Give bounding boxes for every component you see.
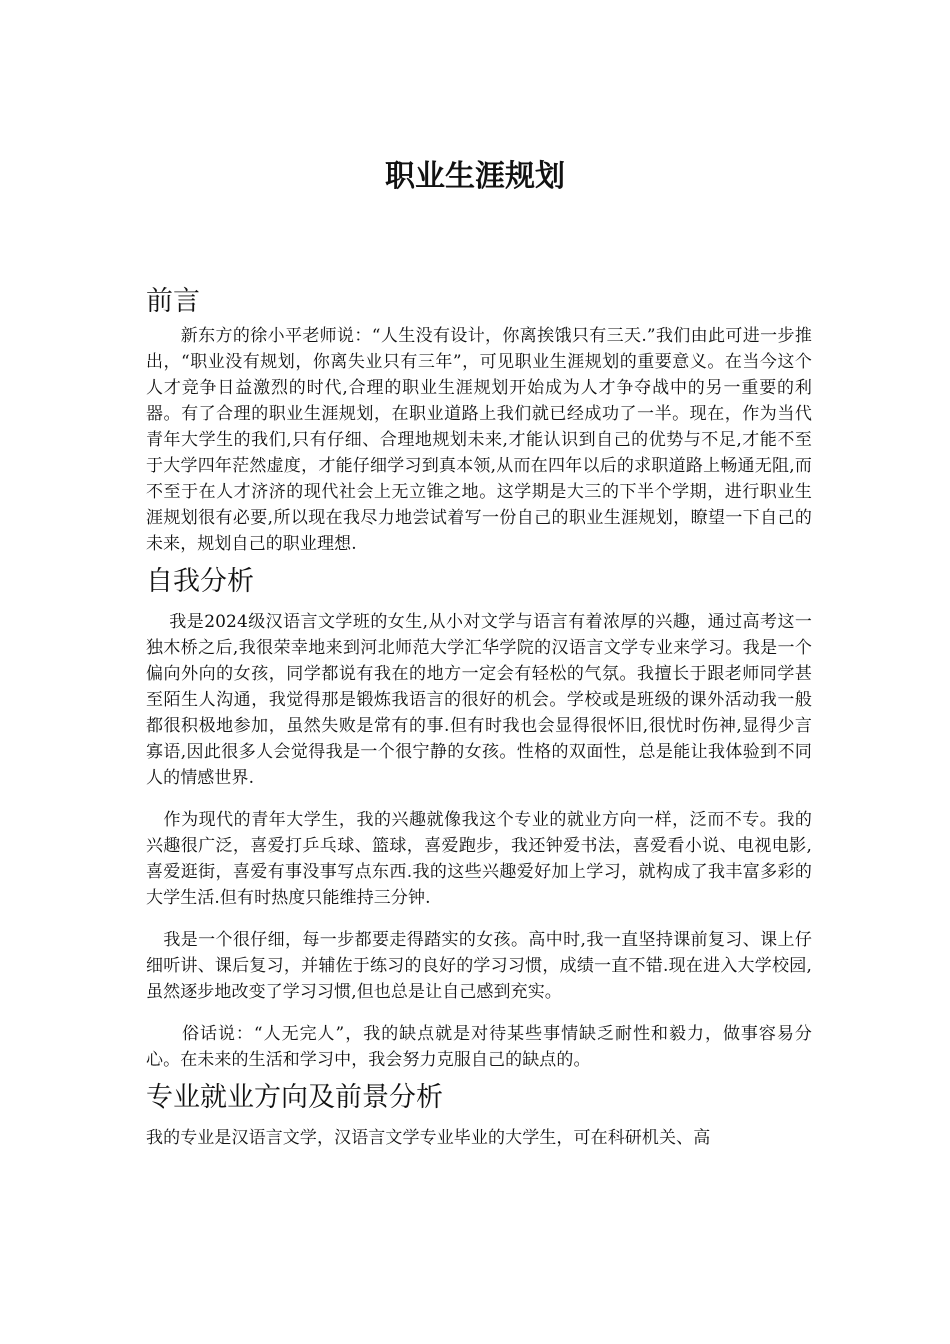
- spacer: [146, 791, 812, 807]
- document-body: [146, 283, 812, 1151]
- section-heading-career-outlook: 专业就业方向及前景分析: [146, 1082, 443, 1113]
- self-analysis-paragraph-2: 作为现代的青年大学生，我的兴趣就像我这个专业的就业方向一样，泛而不专。我的兴趣很广泛，喜爱打乒乓球、篮球，喜爱跑步，我还钟爱书法，喜爱看小说、电视电影,喜爱逛街，喜爱有事没事写点东西.我的这些兴趣爱好加上学习，就构成了我丰富多彩的大学生活.但有时热度只能维持三分钟.: [146, 810, 812, 908]
- career-outlook-paragraph: 我的专业是汉语言文学，汉语言文学专业毕业的大学生，可在科研机关、高: [146, 1128, 711, 1148]
- section-heading-self-analysis: 自我分析: [146, 566, 254, 597]
- section-heading-preface: 前言: [146, 286, 200, 317]
- self-analysis-paragraph-1: 我是2024级汉语言文学班的女生,从小对文学与语言有着浓厚的兴趣，通过高考这一独木桥之后,我很荣幸地来到河北师范大学汇华学院的汉语言文学专业来学习。我是一个偏向外向的女孩，同学都说有我在的地方一定会有轻松的气氛。我擅长于跟老师同学甚至陌生人沟通，我觉得那是锻炼我语言的很好的机会。学校或是班级的课外活动我一般都很积极地参加，虽然失败是常有的事.但有时我也会显得很怀旧,很忧时伤神,显得少言寡语,因此很多人会觉得我是一个很宁静的女孩。性格的双面性，总是能让我体验到不同人的情感世界.: [146, 612, 812, 788]
- spacer: [146, 911, 812, 927]
- preface-paragraph: 新东方的徐小平老师说：“人生没有设计，你离挨饿只有三天.”我们由此可进一步推出，“职业没有规划，你离失业只有三年”，可见职业生涯规划的重要意义。在当今这个人才竞争日益激烈的时代,合理的职业生涯规划开始成为人才争夺战中的另一重要的利器。有了合理的职业生涯规划，在职业道路上我们就已经成功了一半。现在，作为当代青年大学生的我们,只有仔细、合理地规划未来,才能认识到自己的优势与不足,才能不至于大学四年茫然虚度，才能仔细学习到真本领,从而在四年以后的求职道路上畅通无阻,而不至于在人才济济的现代社会上无立锥之地。这学期是大三的下半个学期，进行职业生涯规划很有必要,所以现在我尽力地尝试着写一份自己的职业生涯规划，瞭望一下自己的未来，规划自己的职业理想.: [146, 326, 812, 554]
- self-analysis-paragraph-3: 我是一个很仔细，每一步都要走得踏实的女孩。高中时,我一直坚持课前复习、课上仔细听讲、课后复习，并辅佐于练习的良好的学习习惯，成绩一直不错.现在进入大学校园,虽然逐步地改变了学习习惯,但也总是让自己感到充实。: [146, 930, 812, 1002]
- self-analysis-paragraph-4: 俗话说：“人无完人”，我的缺点就是对待某些事情缺乏耐性和毅力，做事容易分心。在未来的生活和学习中，我会努力克服自己的缺点的。: [146, 1024, 812, 1070]
- document-title: 职业生涯规划: [385, 159, 565, 194]
- spacer: [146, 1005, 812, 1021]
